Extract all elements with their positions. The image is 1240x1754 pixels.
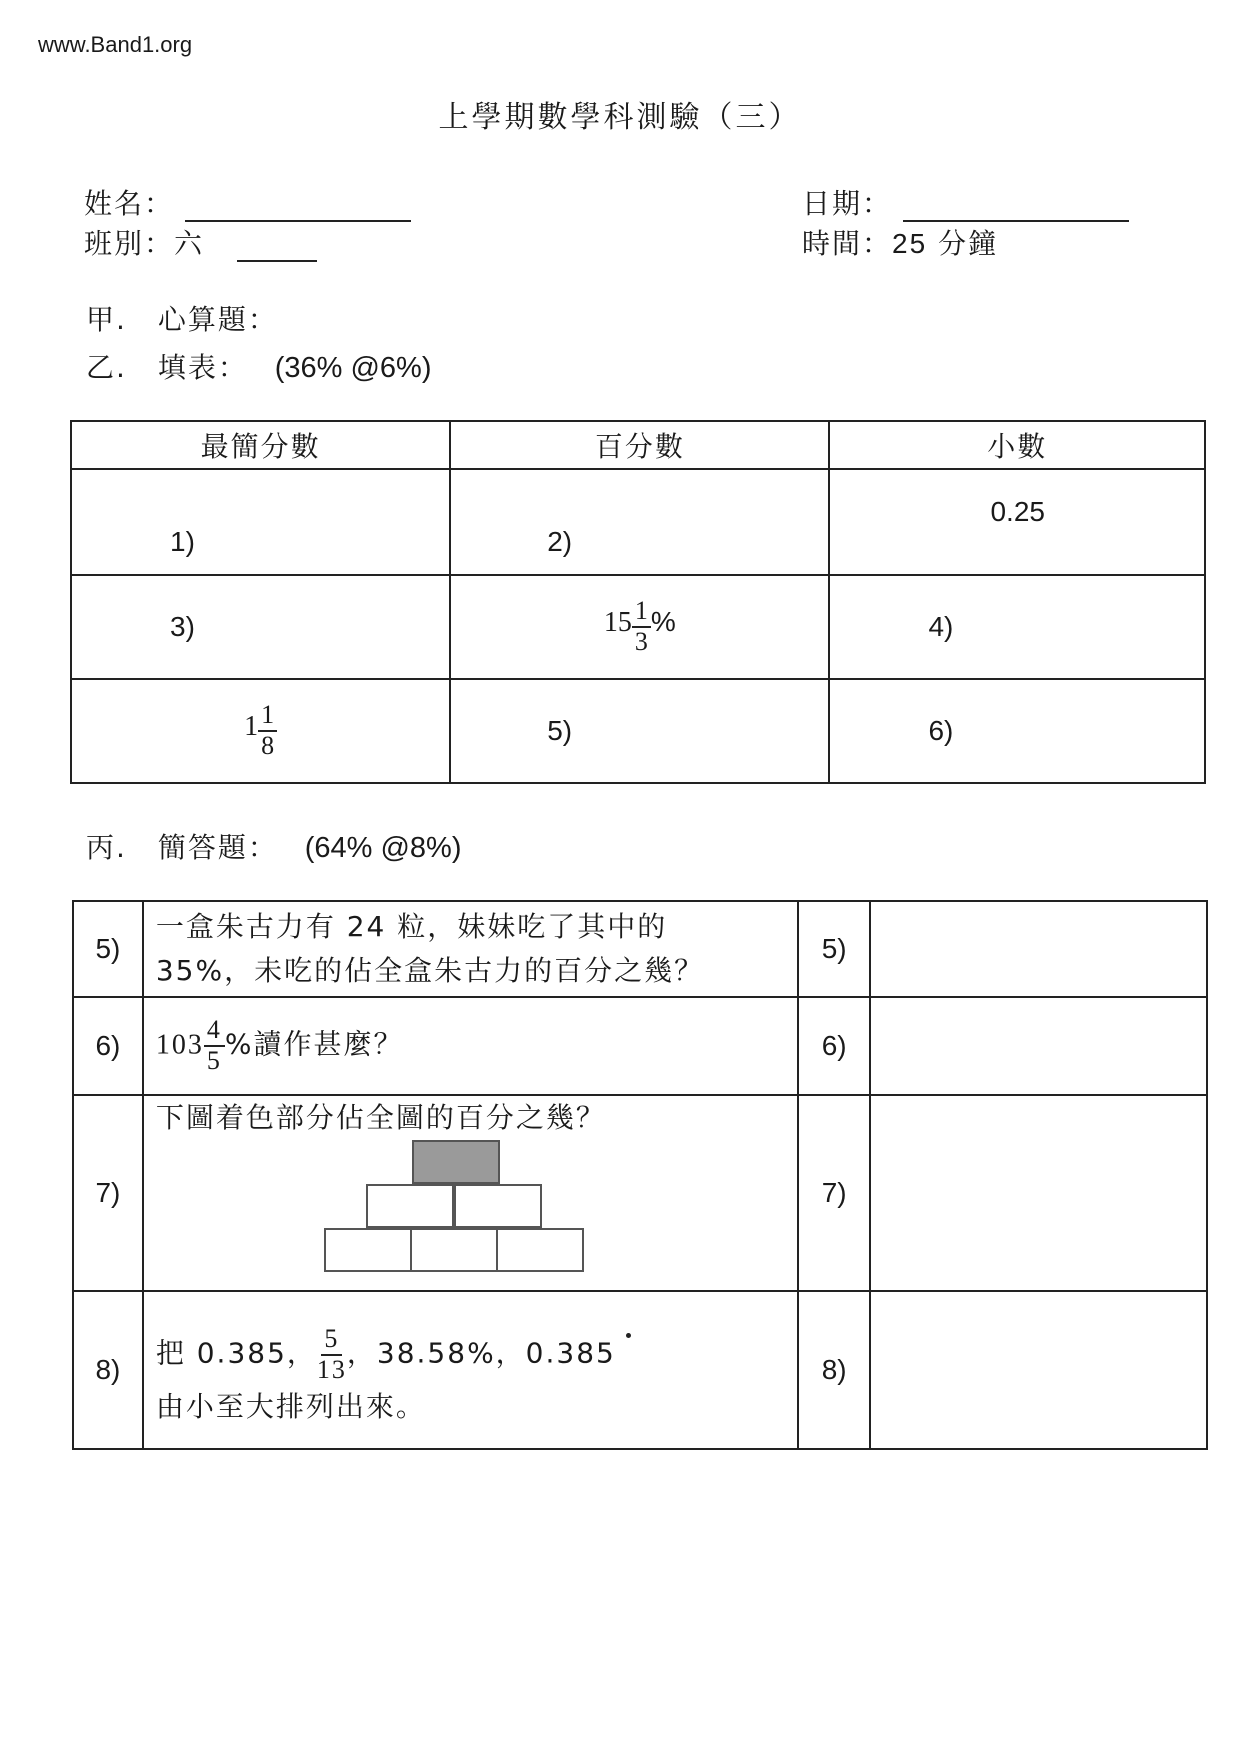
- numerator: 1: [632, 597, 651, 628]
- question-number: 5): [73, 901, 143, 997]
- cell-q4[interactable]: [829, 575, 1205, 679]
- header-percentage: 百分數: [450, 421, 829, 469]
- question-number: 6): [73, 997, 143, 1095]
- section-c: [86, 826, 462, 866]
- question-line: 一盒朱古力有 24 粒，妹妹吃了其中的: [155, 910, 668, 943]
- cell-q2[interactable]: [450, 469, 829, 575]
- date-label: 日期：: [802, 187, 893, 220]
- fill-table: [70, 420, 1206, 784]
- brick-figure: [324, 1140, 624, 1280]
- name-field: [84, 182, 411, 222]
- cell-fraction-given: [71, 679, 450, 783]
- brick: [366, 1184, 454, 1228]
- question-line-1: [156, 1325, 797, 1384]
- brick: [454, 1184, 542, 1228]
- class-label: 班別：六: [84, 227, 205, 260]
- denominator: 13: [316, 1355, 347, 1384]
- time-unit: 分鐘: [938, 227, 999, 260]
- section-b: [86, 346, 432, 386]
- section-c-label: 丙.: [86, 831, 127, 864]
- section-c-score: (64% @8%): [304, 832, 462, 864]
- answer-number: 5): [798, 901, 870, 997]
- table-row: [71, 575, 1205, 679]
- numerator: 4: [204, 1016, 225, 1047]
- fraction: [204, 1016, 225, 1075]
- recurring-dot: [626, 1333, 631, 1338]
- q2-label: 2): [547, 526, 573, 557]
- brick: [496, 1228, 584, 1272]
- question-text: [143, 1095, 798, 1291]
- brick: [324, 1228, 412, 1272]
- section-b-label: 乙.: [86, 351, 127, 384]
- question-line: 把 0.385，: [155, 1337, 317, 1370]
- fraction: [632, 597, 651, 656]
- cell-percent-given: [450, 575, 829, 679]
- section-a-label: 甲.: [86, 303, 127, 336]
- mixed-whole: 1: [244, 711, 259, 743]
- shaded-brick: [412, 1140, 500, 1184]
- fraction: [317, 1325, 347, 1384]
- mixed-whole: 103: [155, 1030, 204, 1061]
- table-row: [73, 1291, 1207, 1449]
- question-line: 由小至大排列出來。: [155, 1389, 426, 1423]
- time-field: [802, 222, 998, 262]
- table-row: [73, 901, 1207, 997]
- cell-q6[interactable]: [829, 679, 1205, 783]
- question-line: %讀作甚麼？: [224, 1028, 404, 1061]
- name-label: 姓名：: [84, 187, 175, 220]
- answer-box[interactable]: [870, 1291, 1207, 1449]
- table-row: [73, 997, 1207, 1095]
- q4-label: 4): [928, 611, 954, 642]
- cell-q1[interactable]: [71, 469, 450, 575]
- page-title: 上學期數學科測驗（三）: [438, 100, 802, 135]
- answer-number: 8): [798, 1291, 870, 1449]
- denominator: 5: [206, 1046, 222, 1075]
- header-simplest-fraction: 最簡分數: [71, 421, 450, 469]
- question-line: 下圖着色部分佔全圖的百分之幾？: [155, 1101, 606, 1134]
- brick: [410, 1228, 498, 1272]
- question-text: [143, 901, 798, 997]
- section-b-score: (36% @6%): [274, 352, 432, 384]
- denominator: 3: [634, 627, 648, 656]
- q5-label: 5): [547, 715, 573, 746]
- question-line: 35%，未吃的佔全盒朱古力的百分之幾？: [155, 954, 705, 987]
- site-url[interactable]: www.Band1.org: [38, 32, 193, 57]
- question-text: [143, 1291, 798, 1449]
- answer-number: 7): [798, 1095, 870, 1291]
- time-value: 25: [892, 228, 928, 259]
- class-blank[interactable]: [237, 232, 317, 262]
- numerator: 1: [258, 701, 277, 732]
- fraction: [258, 701, 277, 760]
- section-a: [86, 298, 278, 338]
- q6-label: 6): [928, 715, 954, 746]
- answer-number: 6): [798, 997, 870, 1095]
- cell-q3[interactable]: [71, 575, 450, 679]
- cell-decimal-given: [829, 469, 1205, 575]
- date-field: [802, 182, 1129, 222]
- answer-box[interactable]: [870, 901, 1207, 997]
- header-decimal: 小數: [829, 421, 1205, 469]
- section-c-title: 簡答題：: [157, 831, 278, 864]
- name-blank[interactable]: [185, 192, 411, 222]
- table-row: [73, 1095, 1207, 1291]
- time-label: 時間：: [802, 227, 893, 260]
- section-b-title: 填表：: [157, 351, 248, 384]
- answer-box[interactable]: [870, 997, 1207, 1095]
- date-blank[interactable]: [903, 192, 1129, 222]
- answer-box[interactable]: [870, 1095, 1207, 1291]
- table-row: [71, 469, 1205, 575]
- percent-sign: %: [650, 606, 676, 638]
- denominator: 8: [261, 731, 275, 760]
- short-answer-table: [72, 900, 1208, 1450]
- question-number: 7): [73, 1095, 143, 1291]
- question-number: 8): [73, 1291, 143, 1449]
- section-a-title: 心算題：: [157, 303, 278, 336]
- question-line: ，38.58%，0.385: [346, 1337, 616, 1370]
- cell-q5[interactable]: [450, 679, 829, 783]
- class-field: [84, 222, 317, 262]
- q3-label: 3): [170, 611, 195, 642]
- numerator: 5: [321, 1325, 342, 1356]
- table-row: [71, 679, 1205, 783]
- decimal-value: 0.25: [990, 496, 1045, 527]
- question-text: [143, 997, 798, 1095]
- mixed-whole: 15: [603, 607, 632, 639]
- q1-label: 1): [170, 526, 195, 557]
